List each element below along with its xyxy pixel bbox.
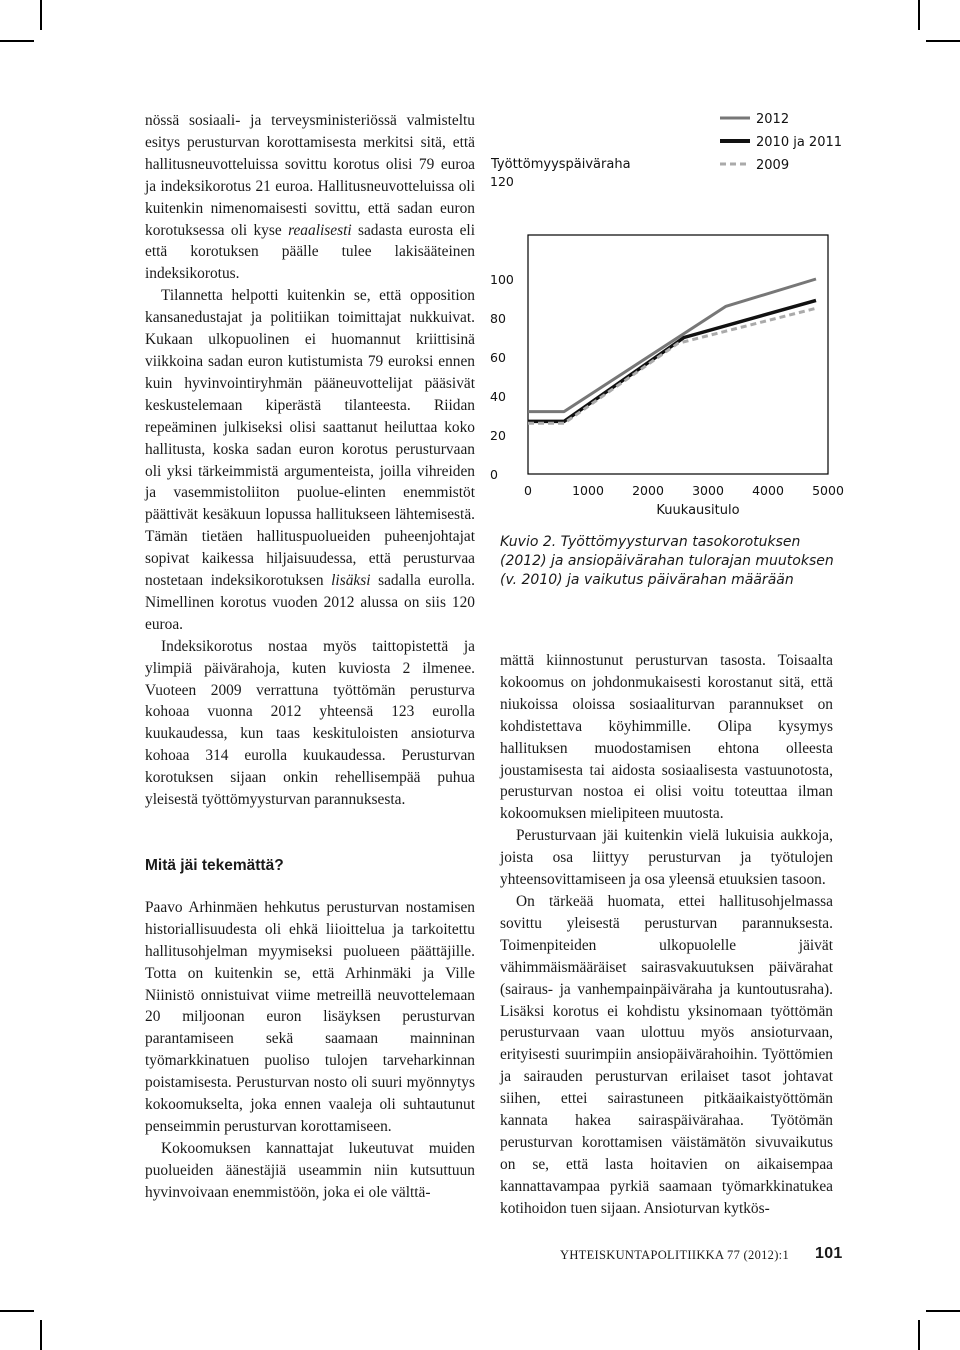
paragraph: Kokoomuksen kannattajat lukeutuvat muiden puolueiden äänestäjiä useammin niin kutsuttuun hyvinvoivaan enemmistöön, joka ei ole välttä-: [145, 1139, 475, 1201]
legend-label: 2012: [756, 112, 790, 127]
x-tick-label: 0: [524, 483, 532, 498]
y-tick-label: 0: [490, 467, 498, 482]
paragraph: Indeksikorotus nostaa myös taittopistettä ja ylimpiä päivärahoja, kuten kuviosta 2 ilmenee. Vuoteen 2009 verrattuna työttömän perusturva kohoaa vuonna 2012 yhteensä 123 eurolla kuukaudessa, kun taas keskituloisten ansioturva kohoaa 314 eurolla kuukaudessa. Perusturvan korotuksen sijaan onkin rehellisempää puhua yleisestä työttömyysturvan parannuksesta.: [145, 637, 475, 809]
paragraph: nössä sosiaali- ja terveysministeriössä valmisteltu esitys perusturvan korottamisesta merkitsi sitä, että hallitusneuvotteluissa sovittu korotus olisi 79 euroa ja indeksikorotus 21 euroa. Hallitusneuvotteluissa oli kuitenkin nimenomaisesti sovittu, että sadan euron korotuksessa oli kyse reaalisesti sadasta eurosta eli että korotuksen päälle tulee lakisääteinen indeksikorotus.: [145, 112, 475, 283]
x-tick-label: 5000: [812, 483, 844, 498]
y-tick-label: 40: [490, 389, 506, 404]
plot-frame: [528, 235, 828, 474]
paragraph: Tilannetta helpotti kuitenkin se, että opposition kansanedustajat ja politiikan toimittajat nukkuivat. Kukaan ulkopuolinen ei huomannut kriittisinä viikkoina sadan euron kutistumista 79 euroksi ennen kuin hyvinvointiryhmän pääneuvottelijat pääsivät keskustelemaan kiperästä tilanteesta. Riidan repeäminen julkiseksi olisi saattanut heiluttaa koko hallitusta, koska sadan euron korotus perusturvaan oli yksi tärkeimmistä argumenteista, joilla vihreiden ja vasemmistoliiton puolue-elinten enemmistöt päättivät kesäkuun lopussa hallitukseen lähtemisestä. Tämän tietäen hallituspuolueiden puheenjohtajat sopivat kaikessa hiljaisuudessa, että perusturvaa nostetaan indeksikorotuksen lisäksi sadalla eurolla. Nimellinen korotus vuoden 2012 alussa on siis 120 euroa.: [145, 287, 475, 633]
crop-mark-bottom-right: [918, 1320, 920, 1350]
x-tick-label: 4000: [752, 483, 784, 498]
left-column: [145, 110, 475, 1204]
y-tick-label: 100: [490, 272, 514, 287]
page-footer: [560, 1245, 860, 1263]
line-chart: [488, 100, 868, 520]
crop-mark-left: [0, 40, 34, 42]
y-tick-label: 120: [490, 174, 514, 189]
x-tick-label: 2000: [632, 483, 664, 498]
legend-label: 2009: [756, 158, 790, 173]
y-tick-label: 80: [490, 311, 506, 326]
crop-mark-bottom-left-h: [0, 1310, 34, 1312]
crop-mark-top-right: [918, 0, 920, 30]
legend-label: 2010 ja 2011: [756, 135, 843, 150]
y-tick-label: 20: [490, 428, 506, 443]
paragraph: mättä kiinnostunut perusturvan tasosta. Toisaalta kokoomus on johdonmukaisesti korostanut sitä, että niukoissa oloissa sosiaaliturvan parannukset on kohdistettava köyhimmille. Olipa kysymys hallituksen muodostamisen ehtona olleesta joustamisesta tai aidosta sosiaalisesta vastuunotosta, perusturvan nostoa ei olisi voitu toteuttaa ilman kokoomuksen mielipiteen muutosta.: [500, 652, 833, 823]
x-tick-label: 1000: [572, 483, 604, 498]
right-column: [500, 650, 833, 1220]
y-axis-label: Työttömyyspäiväraha: [491, 157, 631, 172]
page-number: 101: [815, 1245, 843, 1262]
section-heading: Mitä jäi tekemättä?: [145, 857, 284, 874]
figure-caption: [500, 533, 840, 590]
journal-name: YHTEISKUNTAPOLITIIKKA 77 (2012):1: [560, 1248, 790, 1262]
crop-mark-bottom-right-h: [926, 1310, 960, 1312]
emphasis: reaalisesti: [288, 221, 352, 239]
x-tick-label: 3000: [692, 483, 724, 498]
emphasis: lisäksi: [331, 572, 371, 590]
crop-mark-top-left: [40, 0, 42, 30]
paragraph: Perusturvaan jäi kuitenkin vielä lukuisia aukkoja, joista osa liittyy perusturvan ja työtulojen yhteensovittamiseen ja osa yleensä etuuksien tasoon.: [500, 827, 833, 889]
paragraph: Paavo Arhinmäen hehkutus perusturvan nostamisen historiallisuudesta oli ehkä liioittelua ja tarkoitettu hallitusohjelman myymiseksi puolueen päättäjille. Totta on kuitenkin se, että Arhinmäki ja Ville Niinistö onnistuivat viime metreillä neuvottelemaan 20 miljoonan euron lisäyksen perusturvan parantamiseen sekä saamaan mainninan työmarkkinatuen puoliso tulojen tarveharkinnan poistamisesta. Perusturvan nosto oli suuri myönnytys kokoomukselta, joka ennen vaaleja oli suhtautunut penseimmin perusturvan korottamiseen.: [145, 898, 475, 1135]
y-tick-label: 60: [490, 350, 506, 365]
crop-mark-right: [926, 40, 960, 42]
caption-text: Kuvio 2. Työttömyysturvan tasokorotuksen (2012) ja ansiopäivärahan tulorajan muutoksen (v. 2010) ja vaikutus päivärahan määrään: [500, 534, 834, 588]
x-axis-label: Kuukausitulo: [656, 503, 740, 518]
crop-mark-bottom-left: [40, 1320, 42, 1350]
paragraph: On tärkeää huomata, ettei hallitusohjelmassa sovittu yleisestä perusturvan parannuksesta. Toimenpiteiden ulkopuolelle jäivät vähimmäismääräiset sairasvakuutuksen päivärahat (sairaus- ja vanhempainpäiväraha ja kuntoutusraha). Lisäksi korotus ei kohdistu yksinomaan työttömän perusturvaan vaan ulottuu myös ansioturvaan, erityisesti suurimpiin ansiopäivärahoihin. Työttömien ja sairauden perusturvan erilaiset tasot johtavat siihen, ettei sairastuneen pitkäaikaistyöttömän kannata hakea sairaspäivärahaa. Työtömän perusturvan korottamisen väistämätön sivuvaikutus on se, että lasta hoitavien on aikaisempaa kannattavampaa pyrkiä saamaan työmarkkinatukea kotihoidon tuen sijaan. Ansioturvan kytkös-: [500, 892, 833, 1217]
